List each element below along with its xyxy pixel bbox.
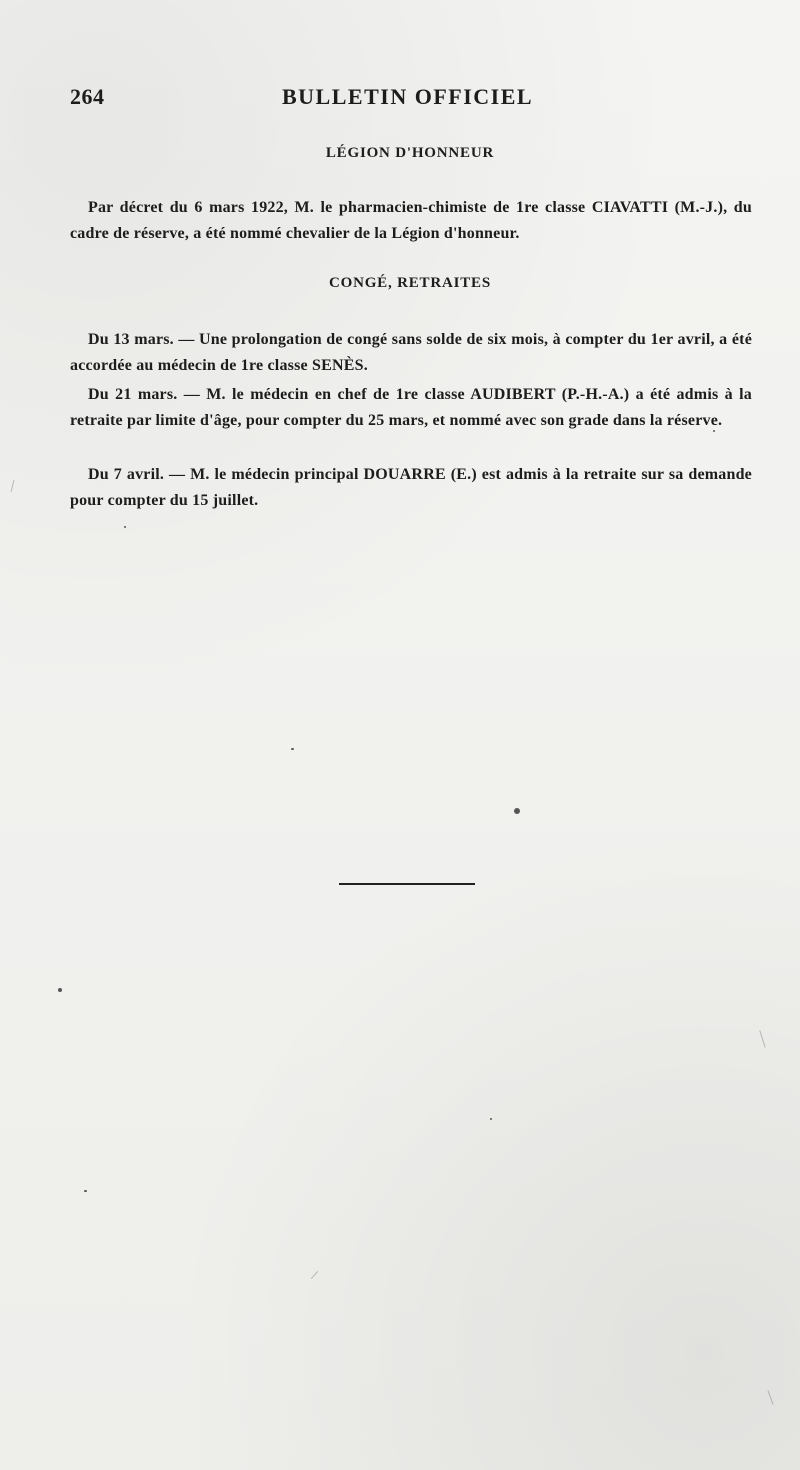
paper-speck	[490, 1118, 492, 1120]
paper-scratch	[311, 1271, 318, 1279]
paper-scratch	[767, 1390, 773, 1404]
page-number: 264	[70, 84, 105, 109]
paper-speck	[514, 808, 520, 814]
section-title-legion-honneur: LÉGION D'HONNEUR	[325, 145, 495, 161]
running-title: BULLETIN OFFICIEL	[282, 84, 534, 109]
paper-speck	[58, 988, 62, 992]
closing-rule-divider	[339, 883, 475, 885]
paper-speck	[84, 1190, 87, 1192]
paper-scratch	[11, 480, 15, 492]
paper-speck	[713, 430, 715, 432]
paper-speck	[291, 748, 294, 750]
paper-scratch	[759, 1030, 766, 1047]
paragraph-retraite-21-mars: Du 21 mars. — M. le médecin en chef de 1re classe AUDIBERT (P.-H.-A.) a été admis à la retraite par limite d'âge, pour compter du 25 mars, et nommé avec son grade dans la réserve.	[70, 386, 752, 429]
paragraph-legion-honneur: Par décret du 6 mars 1922, M. le pharmacien-chimiste de 1re classe CIAVATTI (M.-J.), du cadre de réserve, a été nommé chevalier de la Légion d'honneur.	[70, 199, 752, 242]
paper-speck	[124, 526, 126, 528]
page-header	[70, 84, 730, 112]
paragraph-conge-13-mars: Du 13 mars. — Une prolongation de congé sans solde de six mois, à compter du 1er avril, a été accordée au médecin de 1re classe SENÈS.	[70, 331, 752, 374]
section-title-conge-retraites: CONGÉ, RETRAITES	[328, 275, 491, 291]
paragraph-retraite-7-avril: Du 7 avril. — M. le médecin principal DOUARRE (E.) est admis à la retraite sur sa demande pour compter du 15 juillet.	[70, 466, 752, 509]
